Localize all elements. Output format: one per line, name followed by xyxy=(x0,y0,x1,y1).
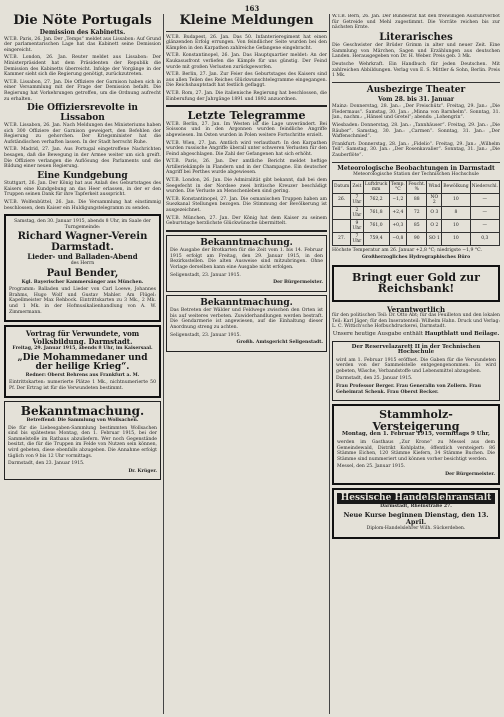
advert-handelslehranstalt xyxy=(332,488,500,540)
notice-date: Seligenstadt, 23. Januar 1915. xyxy=(170,272,241,278)
theater-listing: Wiesbaden: Donnerstag, 28. Jan.: „Tannhäuser“. Freitag, 29. Jan.: „Die Räuber“. Samstag, 30. Jan.: „Carmen“. Sonntag, 31. Jan.: „Der Waffenschmied“. xyxy=(332,123,500,140)
weather-row xyxy=(333,219,500,232)
notice-text: wird am 1. Februar 1915 eröffnet. Die Gaben für die Verwundeten werden von der Sammelstelle entgegengenommen. Es wird gebeten, Wäsche, Verbandstoffe und Lebensmittel abzugeben. xyxy=(336,357,496,374)
weather-cell: 761,8 xyxy=(363,206,389,219)
advert-date-line: Freitag, 29. Januar 1915, abends 8 Uhr, im Kaisersaal. xyxy=(12,346,153,352)
divider xyxy=(332,82,500,83)
column-left xyxy=(4,14,161,714)
advert-course-start: Neue Kurse beginnen Dienstag, den 13. April. xyxy=(343,510,489,527)
notice-text: Die für die Liebesgaben-Sammlung bestimmten Wollsachen sind bis spätestens Montag, den 1. Februar 1915, bei der Sammelstelle im Rathaus abzuliefern. Wer noch Gegenstände besitzt, die für die Truppen im Felde von Nutzen sein können, wird gebeten, diese ebenfalls abzugeben. Die Annahme erfolgt täglich von 9 bis 12 Uhr vormittags. xyxy=(8,425,157,459)
weather-cell: 90 xyxy=(407,232,427,245)
column-rule xyxy=(329,14,330,714)
theater-dates: Vom 28. bis 31. Januar xyxy=(377,96,455,104)
weather-row xyxy=(333,193,500,206)
subheadline-demission: Demission des Kabinetts. xyxy=(39,28,126,36)
weather-cell xyxy=(333,219,351,232)
weather-cell: — xyxy=(470,219,499,232)
weather-cell: 85 xyxy=(407,219,427,232)
theater-listing: Mainz: Donnerstag, 28. Jan.: „Der Freischütz“. Freitag, 29. Jan.: „Die Fledermaus“. Samstag, 30. Jan.: „Minna von Barnhelm“. Sonntag, 31. Jan., nachm.: „Hänsel und Gretel“; abends: „Lohengrin“. xyxy=(332,104,500,121)
advert-slogan: Bringt euer Gold zur Reichsbank! xyxy=(352,270,480,296)
weather-col-header: Feucht. % xyxy=(408,181,426,192)
edition-note xyxy=(332,332,500,338)
article-paragraph: Stuttgart, 26. Jan. Der König hat aus Anlaß des Geburtstages des Kaisers eine Kundgebung an das Heer erlassen, in der er den Truppen seinen Dank für ihre Tapferkeit ausspricht. xyxy=(4,181,161,198)
weather-cell: 10 xyxy=(442,193,470,206)
notice-date: Seligenstadt, 23. Januar 1915. xyxy=(170,332,241,338)
weather-cell: 88 xyxy=(407,193,427,206)
advert-vortrag xyxy=(4,325,161,398)
weather-cell: 8 xyxy=(442,206,470,219)
column-right xyxy=(332,14,500,714)
headline-literarisches: Literarisches xyxy=(379,31,453,43)
weather-row xyxy=(333,232,500,245)
notice-brotkarten xyxy=(166,235,327,292)
notice-wollsachen xyxy=(4,401,161,480)
weather-cell: 759,4 xyxy=(363,232,389,245)
notice-title: Bekanntmachung. xyxy=(200,297,293,308)
headline-verantwortlich: Verantwortlich xyxy=(386,304,446,314)
advert-text: Eintrittskarten: numerierte Plätze 1 Mk., nichtnumerierte 50 Pf. Der Ertrag ist für die Verwundeten bestimmt. xyxy=(9,380,156,391)
advert-text: Programm: Balladen und Lieder von Carl Loewe, Johannes Brahms, Hugo Wolf und Gustav Mahler. Am Flügel: Kapellmeister Max Rehbock. Eintrittskarten zu 3 Mk., 2 Mk. und 1 Mk. in der Hofmusikalienhandlung von A. W. Zimmermann. xyxy=(9,287,156,315)
advert-title: Hessische Handelslehranstalt xyxy=(337,493,495,504)
weather-col-header: Zeit xyxy=(351,180,363,193)
article-paragraph: W.T.B. Paris, 26. Jan. Der amtliche Bericht meldet heftige Artilleriekämpfe in Flandern und in der Champagne. Ein deutscher Angriff bei Perthes wurde abgewiesen. xyxy=(166,159,327,176)
advert-text: werden im Gasthaus „Zur Krone“ zu Messel aus dem Gemeindewald, Distrikt Kohlplatte, öffentlich versteigert: 86 Stämme Eichen, 120 Stämme Kiefern, 34 Stämme Buchen. Die Stämme sind nummeriert und können vorher besichtigt werden. xyxy=(337,439,495,462)
advert-title: Vortrag für Verwundete, vom Volksbildung. Darmstadt. xyxy=(25,329,140,347)
weather-cell: 0,3 xyxy=(470,232,499,245)
weather-cell: 762,2 xyxy=(363,193,389,206)
weather-cell: +2,4 xyxy=(389,206,406,219)
weather-cell: 26. xyxy=(333,193,351,206)
advert-signature: Der Bürgermeister. xyxy=(445,471,495,477)
article-paragraph: W.T.B. Berlin, 27. Jan. Zur Feier des Geburtstages des Kaisers sind aus allen Teilen des Reiches Glückwunschtelegramme eingegangen. Die Reichshauptstadt hat festlich geflaggt. xyxy=(166,72,327,89)
notice-text: Die Ausgabe der Brotkarten für die Zeit vom 1. bis 14. Februar 1915 erfolgt am Freitag, den 29. Januar 1915, in den Bezirksstellen. Die alten Ausweise sind mitzubringen. Ohne Vorlage derselben kann eine Ausgabe nicht erfolgen. xyxy=(170,248,323,271)
weather-table-body xyxy=(333,193,500,245)
notice-signature: Frau Professor Berger. Frau Generalin von Zollern. Frau Geheimrat Schenk. Frau Oberst Becker. xyxy=(336,384,481,395)
divider xyxy=(332,162,500,163)
article-paragraph: W.T.B. Wolfenbüttel, 26. Jan. Die Versammlung hat einstimmig beschlossen, dem Kaiser ein Huldigungstelegramm zu senden. xyxy=(4,200,161,211)
page-number: 163 xyxy=(244,4,260,13)
weather-col-header: Temp. °C xyxy=(390,181,405,192)
imprint-text: für den politischen Teil: Dr. Otto Abt; für das Feuilleton und den lokalen Teil: Karl Jäger; für den Inseratenteil: Wilhelm Hahn. Druck und Verlag: L. C. Wittich'sche Hofbuchdruckerei, Darmstadt. xyxy=(332,313,500,330)
article-paragraph: Deutsche Wehrkraft. Ein Handbuch für jeden Deutschen. Mit zahlreichen Abbildungen. Verlag von E. S. Mittler & Sohn, Berlin. Preis 1 Mk. xyxy=(332,62,500,79)
weather-note: Höchste Temperatur am 26. Januar +2,8 °C; niedrigste −1,9 °C. xyxy=(332,247,482,253)
advert-performer: Paul Bender, xyxy=(46,268,119,280)
advert-event: Lieder- und Balladen-Abend xyxy=(27,252,138,262)
article-paragraph: Die Geschwister der Brüder Grimm in alter und neuer Zeit. Eine Sammlung von Märchen, Sagen und Erzählungen aus deutschen Landen. Herausgegeben von Dr. H. Weber. Preis geb. 3 Mk. xyxy=(332,43,500,60)
weather-cell: 9 Uhr xyxy=(352,220,362,231)
headline-kundgebung: Eine Kundgebung xyxy=(37,170,128,181)
weather-col-header: Luftdruck mm xyxy=(364,181,388,192)
notice-subject: Betreffend: Die Sammlung von Wollsachen. xyxy=(26,418,139,424)
headline-letzte-telegramme: Letzte Telegramme xyxy=(187,109,306,123)
weather-row xyxy=(333,206,500,219)
advert-wagner-verein xyxy=(4,214,161,322)
weather-col-header: Datum xyxy=(333,180,351,193)
weather-cell: 2 Uhr xyxy=(352,207,362,218)
advert-signature: Diplom-Handelslehrer Wilh. Sückerdeben. xyxy=(366,526,466,532)
divider xyxy=(166,31,327,32)
headline-weather: Meteorologische Beobachtungen in Darmstadt xyxy=(337,164,495,172)
weather-cell: +0,3 xyxy=(389,219,406,232)
article-paragraph: W.T.B. Konstantinopel, 26. Jan. Das Hauptquartier meldet: An der Kaukasusfront verliefen die Kämpfe für uns günstig. Der Feind wurde mit großen Verlusten zurückgeworfen. xyxy=(166,53,327,70)
advert-speaker: Redner: Oberst Behrens aus Frankfurt a. M. xyxy=(25,372,140,378)
article-paragraph: W.T.B. Paris, 26. Jan. Der „Temps“ meldet aus Lissabon: Auf Grund der parlamentarischen Lage hat das Kabinett seine Demission eingereicht. xyxy=(4,36,161,53)
advert-title: Richard Wagner-Verein Darmstadt. xyxy=(17,231,148,253)
notice-title: Der Reservelazarett II in der Technischen Hochschule xyxy=(351,343,481,356)
notice-date: Darmstadt, den 23. Januar 1915. xyxy=(8,461,85,467)
weather-signature: Großherzogliches Hydrographisches Büro xyxy=(361,255,471,261)
article-paragraph: W.T.B. Rom, 27. Jan. Die italienische Regierung hat beschlossen, die Einberufung der Jahrgänge 1891 und 1892 anzuordnen. xyxy=(166,90,327,102)
advert-address: Darmstadt, Rheinstraße 27. xyxy=(380,503,452,509)
advert-gold-reichsbank xyxy=(332,265,500,302)
weather-cell: 761,0 xyxy=(363,219,389,232)
weather-cell: O 3 xyxy=(427,206,442,219)
weather-cell: — xyxy=(470,206,499,219)
edition-note-text: Unsere heutige Ausgabe enthält xyxy=(332,330,423,337)
weather-col-header: Niederschl. xyxy=(470,180,499,193)
weather-cell xyxy=(333,206,351,219)
advert-date-line: Montag, den 1. Februar 1915, vormittags 9 Uhr, xyxy=(342,431,490,438)
article-paragraph: W.T.B. Bern, 26. Jan. Der Bundesrat hat den freiwilligen Ausfuhrverbot für Getreide und Mehl zugestimmt. Die Vorräte reichen bis zur nächsten Ernte. xyxy=(332,14,500,31)
edition-note-bold: Hauptblatt und Beilage. xyxy=(424,330,500,337)
headline-officer-revolt: Die Offiziersrevolte in Lissabon xyxy=(27,103,138,123)
weather-cell: NO 2 xyxy=(427,193,442,206)
advert-lecture-title: „Die Mohammedaner und der heilige Krieg“. xyxy=(17,352,148,373)
notice-signature: Dr. Krüger. xyxy=(128,468,157,474)
weather-cell: 72 xyxy=(407,206,427,219)
article-paragraph: W.T.B. Budapest, 26. Jan. Das 50. Infanterieregiment hat einen glänzenden Erfolg errungen. Von feindlicher Seite wurden bei den Kämpfen in den Karpathen zahlreiche Gefangene eingebracht. xyxy=(166,34,327,51)
advert-stammholz xyxy=(332,404,500,484)
advert-title: Stammholz-Versteigerung xyxy=(372,408,460,433)
notice-waelder xyxy=(166,295,327,352)
article-paragraph: W.T.B. London, 26. Jan. Die Admiralität gibt bekannt, daß bei dem Seegefecht in der Nordsee zwei britische Kreuzer beschädigt wurden. Die Verluste an Menschenleben sind gering. xyxy=(166,178,327,195)
notice-signature: Der Bürgermeister. xyxy=(273,280,323,286)
headline-kleine-meldungen: Kleine Meldungen xyxy=(179,14,314,28)
weather-col-header: Wind xyxy=(427,180,442,193)
advert-place-date: Messel, den 25. Januar 1915. xyxy=(337,464,406,470)
column-rule xyxy=(163,14,164,714)
weather-cell: 7 Uhr xyxy=(352,194,362,205)
article-paragraph: W.T.B. Lissabon, 27. Jan. Die Offiziere der Garnison haben sich in einer Versammlung mit der Frage der Demission befaßt. Die Regierung hat Vorkehrungen getroffen, um die Ordnung aufrecht zu erhalten. xyxy=(4,79,161,102)
article-paragraph: W.T.B. London, 26. Jan. Reuter meldet aus Lissabon: Der Ministerpräsident hat dem Präsidenten der Republik die Demission des Kabinetts überreicht. Infolge der Vorgänge in der Kammer sieht sich die Regierung genötigt, zurückzutreten. xyxy=(4,55,161,78)
notice-signature: Großh. Amtsgericht Seligenstadt. xyxy=(236,340,323,346)
article-paragraph: W.T.B. Berlin, 27. Jan. Im Westen ist die Lage unverändert. Bei Soissons und in den Argonnen wurden feindliche Angriffe abgewiesen. Im Osten wurden in Polen weitere Fortschritte erzielt. xyxy=(166,121,327,138)
weather-col-header: Bewölkung xyxy=(442,180,470,193)
theater-listing: Frankfurt: Donnerstag, 28. Jan.: „Fidelio“. Freitag, 29. Jan.: „Wilhelm Tell“. Samstag, 30. Jan.: „Der Rosenkavalier“. Sonntag, 31. Jan.: „Die Zauberflöte“. xyxy=(332,141,500,159)
weather-table-header xyxy=(333,180,500,193)
article-paragraph: W.T.B. Wien, 27. Jan. Amtlich wird verlautbart: In den Karpathen wurden russische Angriffe überall unter schweren Verlusten für den Feind abgeschlagen. Die Zahl der Gefangenen hat sich erhöht. xyxy=(166,140,327,157)
advert-by: des Herrn xyxy=(70,261,95,267)
weather-cell: O 2 xyxy=(427,219,442,232)
weather-cell: SO 1 xyxy=(427,232,442,245)
column-middle xyxy=(166,14,327,714)
article-paragraph: W.T.B. Lissabon, 26. Jan. Nach Meldungen des Ministeriums haben sich 300 Offiziere der Garnison geweigert, den Befehlen der Regierung zu gehorchen. Der Kriegsminister hat die Aufständischen verhaften lassen. In der Stadt herrscht Ruhe. xyxy=(4,123,161,145)
headline-theater: Ausbezirge Theater xyxy=(366,84,466,95)
weather-cell: −1,2 xyxy=(389,193,406,206)
notice-date: Darmstadt, den 25. Januar 1915. xyxy=(336,376,413,382)
article-paragraph: W.T.B. Konstantinopel, 27. Jan. Die osmanischen Truppen haben am Suezkanal Stellungen bezogen. Die Stimmung der Bevölkerung ist ausgezeichnet. xyxy=(166,196,327,214)
divider xyxy=(166,230,327,232)
weather-station: Meteorologische Station der Technischen Hochschule xyxy=(353,171,479,177)
divider xyxy=(166,105,327,107)
notice-title: Bekanntmachung. xyxy=(200,237,293,248)
advert-date-line: Samstag, den 30. Januar 1915, abends 8 Uhr, im Saale der Turngemeinde: xyxy=(14,219,151,230)
article-paragraph: W.T.B. München, 27. Jan. Der König hat dem Kaiser zu seinem Geburtstage herzlichste Glückwünsche übermittelt. xyxy=(166,215,327,227)
weather-table xyxy=(332,180,500,246)
weather-cell: −0,8 xyxy=(389,232,406,245)
weather-cell: — xyxy=(470,193,499,206)
notice-text: Das Betreten der Wälder und Feldwege zwischen den Orten ist bis auf weiteres verboten. Zuwiderhandlungen werden bestraft. Die Gendarmerie ist angewiesen, auf die Einhaltung dieser Anordnung streng zu achten. xyxy=(170,308,323,331)
weather-cell: 27. xyxy=(333,232,351,245)
advert-performer-role: Kgl. Bayerischer Kammersänger aus München. xyxy=(21,279,144,285)
article-paragraph: W.T.B. Madrid, 27. Jan. Aus Portugal eingetroffene Nachrichten besagen, daß die Bewegung in der Armee weiter um sich greift. Die Offiziere verlangen die Auflösung des Parlaments und die Bildung einer neuen Regierung. xyxy=(4,147,161,170)
headline-portugal: Die Nöte Portugals xyxy=(13,14,152,28)
weather-cell: 10 xyxy=(442,219,470,232)
weather-cell: 7 Uhr xyxy=(352,233,362,244)
notice-reservelazarett xyxy=(332,341,500,402)
notice-title: Bekanntmachung. xyxy=(20,404,145,419)
weather-cell: 10 xyxy=(442,232,470,245)
